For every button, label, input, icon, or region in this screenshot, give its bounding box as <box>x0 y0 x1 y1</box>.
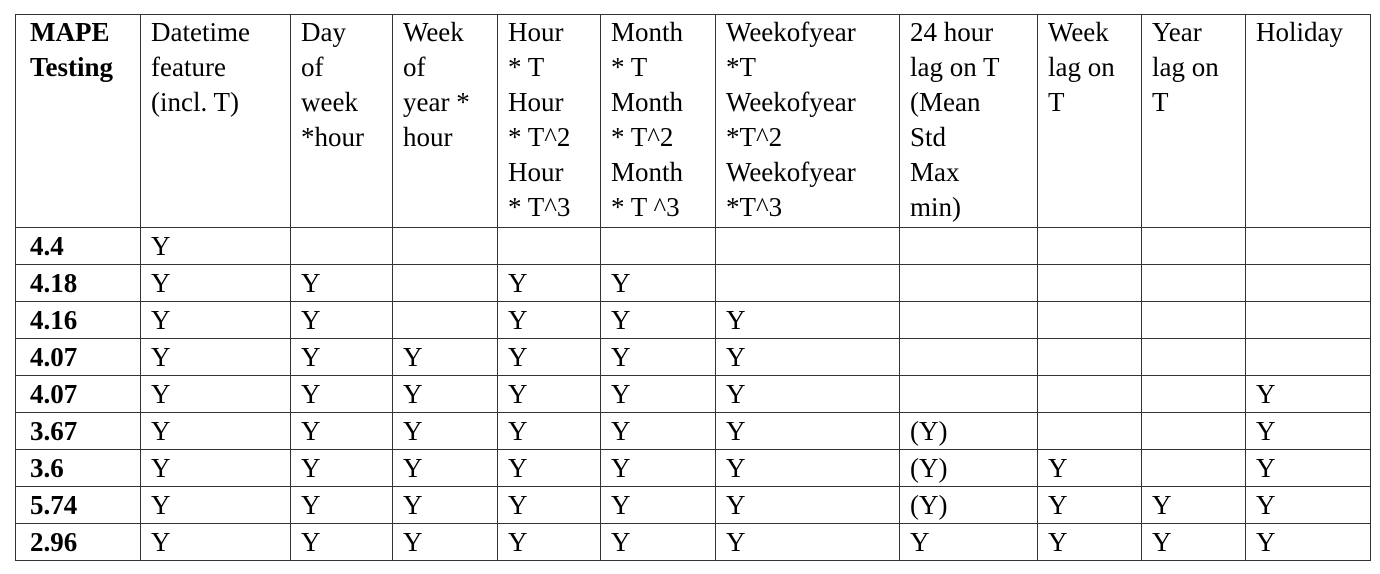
cell-month-t: Y <box>601 524 716 561</box>
cell-hour-t: Y <box>498 302 601 339</box>
cell-month-t: Y <box>601 376 716 413</box>
cell-weekofyear-t <box>716 265 900 302</box>
header-cell-year-lag: Year lag on T <box>1142 15 1246 228</box>
header-cell-datetime-feature: Datetime feature (incl. T) <box>141 15 291 228</box>
table-row <box>16 302 1371 339</box>
table-row <box>16 487 1371 524</box>
cell-week-lag: Y <box>1038 524 1142 561</box>
cell-month-t <box>601 228 716 265</box>
header-cell-holiday: Holiday <box>1246 15 1371 228</box>
cell-week-of-year-hour: Y <box>393 450 498 487</box>
cell-holiday: Y <box>1246 524 1371 561</box>
cell-day-of-week-hour: Y <box>291 487 393 524</box>
cell-week-lag <box>1038 376 1142 413</box>
header-cell-week-lag: Week lag on T <box>1038 15 1142 228</box>
cell-year-lag <box>1142 339 1246 376</box>
table-row <box>16 413 1371 450</box>
cell-week-lag <box>1038 302 1142 339</box>
cell-month-t: Y <box>601 265 716 302</box>
mape-results-table <box>15 14 1371 561</box>
cell-mape-value: 4.07 <box>16 339 141 376</box>
cell-24-hour-lag <box>900 339 1038 376</box>
cell-weekofyear-t: Y <box>716 339 900 376</box>
cell-weekofyear-t <box>716 228 900 265</box>
cell-weekofyear-t: Y <box>716 302 900 339</box>
cell-weekofyear-t: Y <box>716 450 900 487</box>
cell-datetime-feature: Y <box>141 524 291 561</box>
cell-week-of-year-hour: Y <box>393 524 498 561</box>
cell-datetime-feature: Y <box>141 450 291 487</box>
cell-holiday <box>1246 339 1371 376</box>
cell-hour-t: Y <box>498 376 601 413</box>
cell-mape-value: 3.67 <box>16 413 141 450</box>
cell-weekofyear-t: Y <box>716 487 900 524</box>
table-row <box>16 265 1371 302</box>
cell-holiday <box>1246 302 1371 339</box>
cell-day-of-week-hour: Y <box>291 265 393 302</box>
cell-weekofyear-t: Y <box>716 376 900 413</box>
cell-24-hour-lag: Y <box>900 524 1038 561</box>
cell-holiday: Y <box>1246 487 1371 524</box>
cell-datetime-feature: Y <box>141 302 291 339</box>
cell-week-of-year-hour: Y <box>393 413 498 450</box>
cell-day-of-week-hour: Y <box>291 376 393 413</box>
cell-24-hour-lag: (Y) <box>900 413 1038 450</box>
cell-mape-value: 4.16 <box>16 302 141 339</box>
cell-week-of-year-hour <box>393 228 498 265</box>
cell-datetime-feature: Y <box>141 339 291 376</box>
header-cell-weekofyear-t: Weekofyear *T Weekofyear *T^2 Weekofyear *T^3 <box>716 15 900 228</box>
cell-week-lag <box>1038 228 1142 265</box>
cell-mape-value: 4.07 <box>16 376 141 413</box>
cell-day-of-week-hour <box>291 228 393 265</box>
cell-datetime-feature: Y <box>141 487 291 524</box>
document-page <box>15 14 1371 561</box>
cell-month-t: Y <box>601 302 716 339</box>
cell-year-lag <box>1142 376 1246 413</box>
cell-weekofyear-t: Y <box>716 413 900 450</box>
cell-week-lag <box>1038 339 1142 376</box>
cell-month-t: Y <box>601 487 716 524</box>
cell-hour-t: Y <box>498 487 601 524</box>
cell-weekofyear-t: Y <box>716 524 900 561</box>
cell-year-lag: Y <box>1142 487 1246 524</box>
header-cell-day-of-week-hour: Day of week *hour <box>291 15 393 228</box>
cell-year-lag <box>1142 265 1246 302</box>
cell-month-t: Y <box>601 413 716 450</box>
cell-month-t: Y <box>601 450 716 487</box>
header-cell-24-hour-lag: 24 hour lag on T (Mean Std Max min) <box>900 15 1038 228</box>
cell-holiday <box>1246 265 1371 302</box>
cell-week-lag: Y <box>1038 487 1142 524</box>
cell-datetime-feature: Y <box>141 228 291 265</box>
cell-week-of-year-hour: Y <box>393 339 498 376</box>
cell-24-hour-lag <box>900 265 1038 302</box>
cell-mape-value: 5.74 <box>16 487 141 524</box>
table-row <box>16 376 1371 413</box>
cell-week-lag <box>1038 265 1142 302</box>
header-cell-hour-t: Hour * T Hour * T^2 Hour * T^3 <box>498 15 601 228</box>
header-row <box>16 15 1371 228</box>
cell-hour-t: Y <box>498 450 601 487</box>
cell-week-of-year-hour: Y <box>393 376 498 413</box>
cell-hour-t: Y <box>498 265 601 302</box>
cell-year-lag: Y <box>1142 524 1246 561</box>
header-cell-week-of-year-hour: Week of year * hour <box>393 15 498 228</box>
cell-year-lag <box>1142 450 1246 487</box>
cell-hour-t: Y <box>498 524 601 561</box>
table-row <box>16 524 1371 561</box>
cell-holiday: Y <box>1246 450 1371 487</box>
cell-day-of-week-hour: Y <box>291 413 393 450</box>
cell-24-hour-lag <box>900 376 1038 413</box>
cell-hour-t: Y <box>498 413 601 450</box>
cell-holiday: Y <box>1246 376 1371 413</box>
table-row <box>16 228 1371 265</box>
cell-24-hour-lag: (Y) <box>900 487 1038 524</box>
header-cell-month-t: Month * T Month * T^2 Month * T ^3 <box>601 15 716 228</box>
cell-day-of-week-hour: Y <box>291 450 393 487</box>
header-cell-mape-testing: MAPE Testing <box>16 15 141 228</box>
cell-24-hour-lag: (Y) <box>900 450 1038 487</box>
cell-holiday: Y <box>1246 413 1371 450</box>
cell-year-lag <box>1142 228 1246 265</box>
cell-mape-value: 4.4 <box>16 228 141 265</box>
cell-datetime-feature: Y <box>141 265 291 302</box>
cell-mape-value: 4.18 <box>16 265 141 302</box>
cell-month-t: Y <box>601 339 716 376</box>
cell-mape-value: 3.6 <box>16 450 141 487</box>
cell-datetime-feature: Y <box>141 376 291 413</box>
table-body <box>16 228 1371 561</box>
cell-hour-t: Y <box>498 339 601 376</box>
cell-24-hour-lag <box>900 228 1038 265</box>
cell-week-of-year-hour <box>393 265 498 302</box>
cell-mape-value: 2.96 <box>16 524 141 561</box>
table-row <box>16 450 1371 487</box>
cell-week-of-year-hour: Y <box>393 487 498 524</box>
cell-week-of-year-hour <box>393 302 498 339</box>
cell-day-of-week-hour: Y <box>291 524 393 561</box>
cell-datetime-feature: Y <box>141 413 291 450</box>
cell-year-lag <box>1142 302 1246 339</box>
cell-holiday <box>1246 228 1371 265</box>
cell-week-lag <box>1038 413 1142 450</box>
cell-24-hour-lag <box>900 302 1038 339</box>
cell-week-lag: Y <box>1038 450 1142 487</box>
cell-year-lag <box>1142 413 1246 450</box>
cell-hour-t <box>498 228 601 265</box>
cell-day-of-week-hour: Y <box>291 339 393 376</box>
cell-day-of-week-hour: Y <box>291 302 393 339</box>
table-row <box>16 339 1371 376</box>
